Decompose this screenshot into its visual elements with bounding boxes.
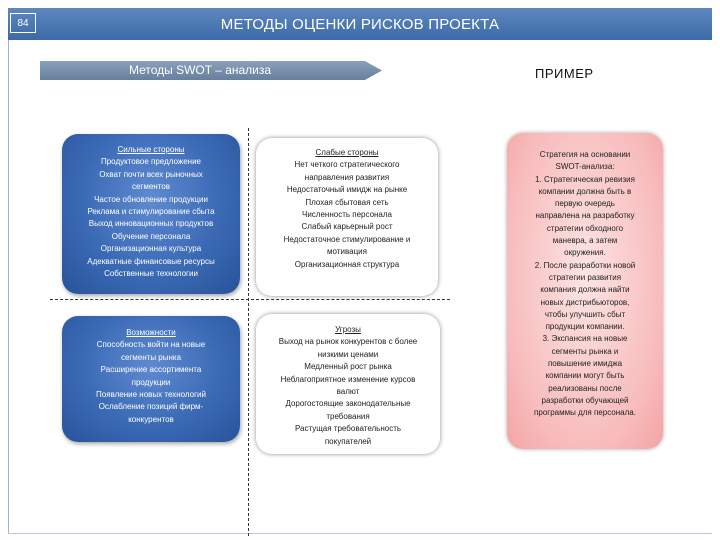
strengths-line: Сильные стороны — [117, 145, 185, 154]
strategy-line: программы для персонала. — [534, 408, 636, 418]
strategy-box — [507, 133, 663, 449]
left-border-line — [8, 40, 9, 534]
strategy-line: окружения. — [564, 248, 606, 258]
strategy-line: первую очередь — [555, 199, 615, 209]
strategy-line: продукции компании. — [545, 322, 625, 332]
threats-line: Дорогостоящие законодательные — [285, 399, 411, 409]
weaknesses-line: Слабый карьерный рост — [301, 222, 393, 232]
weaknesses-line: Плохая сбытовая сеть — [305, 197, 389, 207]
strategy-line: маневра, а затем — [552, 236, 618, 246]
strengths-line: Организационная культура — [100, 244, 202, 254]
section-title: Методы SWOT – анализа — [128, 63, 272, 77]
strengths-line: Собственные технологии — [104, 269, 198, 279]
strengths-line: Охват почти всех рыночных — [99, 169, 203, 179]
opportunities-line: Появление новых технологий — [96, 390, 206, 400]
opportunities-line: сегменты рынка — [120, 352, 182, 362]
strategy-line: направлена на разработку — [535, 211, 635, 221]
opportunities-line: Возможности — [126, 328, 176, 337]
strategy-line: 1. Стратегическая ревизия — [535, 174, 635, 184]
threats-line: Выход на рынок конкурентов с более — [278, 337, 418, 347]
strategy-line: чтобы улучшить сбыт — [544, 309, 626, 319]
example-title: ПРИМЕР — [535, 66, 594, 81]
threats-line: Медленный рост рынка — [304, 362, 392, 372]
strategy-line: 2. После разработки новой — [534, 260, 636, 270]
strategy-line: стратегии обходного — [546, 223, 624, 233]
threats-line: низкими ценами — [317, 349, 379, 359]
weaknesses-line: Организационная структура — [294, 259, 400, 269]
strategy-line: повышение имиджа — [547, 359, 623, 369]
weaknesses-line: мотивация — [327, 247, 367, 257]
strengths-line: Продуктовое предложение — [100, 157, 201, 167]
page-title: МЕТОДЫ ОЦЕНКИ РИСКОВ ПРОЕКТА — [220, 16, 500, 33]
horizontal-divider — [50, 299, 450, 300]
opportunities-line: Способность войти на новые — [96, 340, 206, 350]
strategy-line: сегменты рынка и — [551, 346, 619, 356]
bottom-border-line — [8, 533, 712, 534]
strategy-line: стратегии развития — [548, 272, 622, 282]
threats-line: Растущая требовательность — [294, 424, 402, 434]
strategy-line: новых дистрибьюторов, — [540, 297, 630, 307]
opportunities-box — [62, 316, 240, 442]
vertical-divider — [248, 128, 249, 536]
strategy-line: SWOT-анализа: — [555, 162, 615, 172]
strengths-line: сегментов — [131, 182, 170, 192]
weaknesses-line: Недостаточное стимулирование и — [283, 234, 411, 244]
strategy-line: компании могут быть — [545, 371, 625, 381]
threats-line: Угрозы — [335, 325, 361, 334]
strengths-line: Выход инновационных продуктов — [88, 219, 214, 229]
threats-line: Неблагоприятное изменение курсов — [280, 374, 416, 384]
weaknesses-line: Слабые стороны — [315, 148, 379, 157]
opportunities-line: конкурентов — [128, 414, 174, 424]
opportunities-line: продукции — [131, 377, 171, 387]
weaknesses-line: Численность персонала — [301, 210, 392, 220]
opportunities-line: Ослабление позиций фирм- — [98, 402, 204, 412]
threats-line: валют — [336, 387, 360, 397]
strategy-line: реализованы после — [548, 383, 622, 393]
slide-number: 84 — [10, 13, 36, 33]
strengths-line: Реклама и стимулирование сбыта — [87, 207, 215, 217]
strategy-line: Стратегия на основании — [539, 150, 631, 159]
threats-line: покупателей — [324, 436, 372, 446]
strengths-box — [62, 134, 240, 294]
opportunities-line: Расширение ассортимента — [100, 365, 202, 375]
strategy-line: компании должна быть в — [538, 186, 632, 196]
weaknesses-box — [256, 138, 438, 296]
weaknesses-line: Недостаточный имидж на рынке — [286, 185, 408, 195]
strategy-line: компания должна найти — [540, 285, 630, 295]
threats-line: требования — [326, 411, 370, 421]
strengths-line: Адекватные финансовые ресурсы — [87, 256, 215, 266]
strategy-line: разработки обучающей — [541, 395, 629, 405]
weaknesses-line: направления развития — [304, 172, 390, 182]
strategy-line: 3. Экспансия на новые — [542, 334, 628, 344]
strengths-line: Обучение персонала — [111, 231, 191, 241]
threats-box — [256, 314, 440, 454]
weaknesses-line: Нет четкого стратегического — [294, 160, 400, 170]
strengths-line: Частое обновление продукции — [94, 194, 208, 204]
